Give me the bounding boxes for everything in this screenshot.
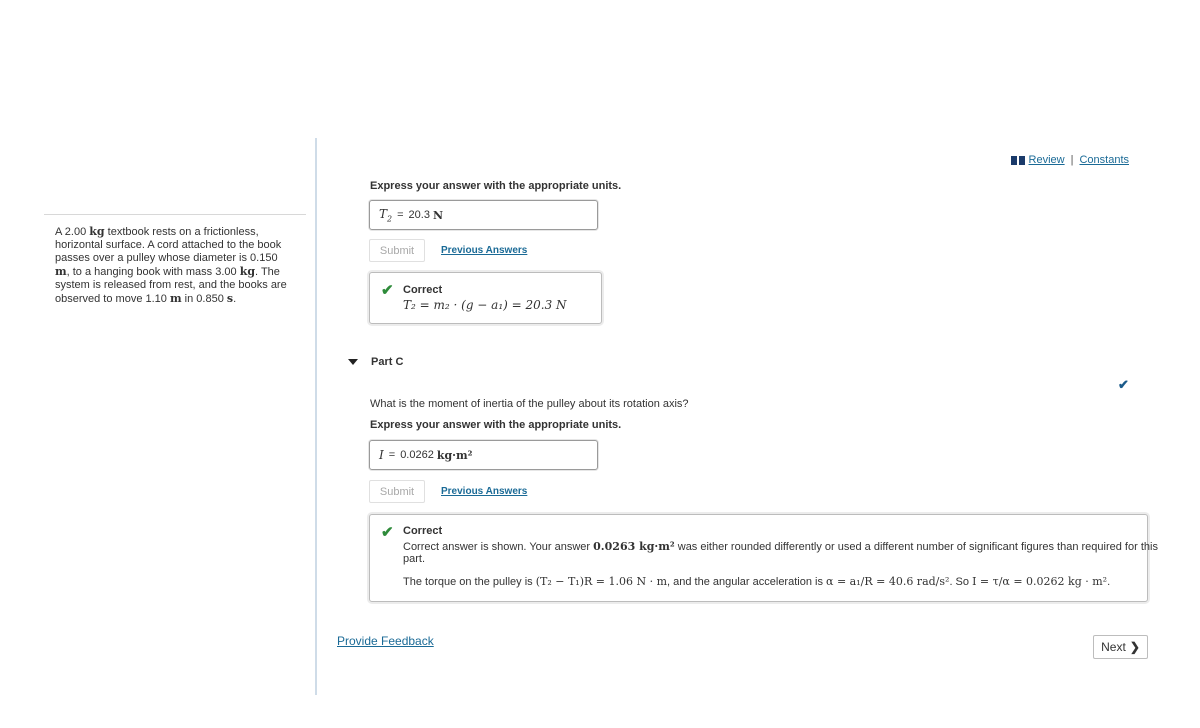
part-b-previous-answers-link[interactable]: Previous Answers: [441, 245, 528, 256]
feedback-line-3: The torque on the pulley is (T₂ − T₁)R = 1.06 N · m, and the angular acceleration is α = a₁/R = 40.6 rad/s². So I = τ/α = 0.0262 kg · m².: [403, 575, 1111, 588]
equals-sign: =: [397, 209, 404, 221]
part-c-previous-answers-link[interactable]: Previous Answers: [441, 486, 528, 497]
check-icon: ✔: [381, 524, 394, 541]
part-c-label[interactable]: Part C: [371, 356, 404, 368]
next-label: Next: [1101, 640, 1126, 654]
top-links: [1011, 154, 1129, 166]
equals-sign: =: [388, 449, 396, 461]
answer-value: 0.0262: [400, 449, 434, 461]
part-b-submit-button[interactable]: Submit: [369, 239, 425, 262]
chevron-right-icon: ❯: [1129, 640, 1140, 654]
caret-down-icon[interactable]: [348, 359, 358, 365]
part-c-question: What is the moment of inertia of the pulley about its rotation axis?: [370, 398, 689, 410]
panel-divider: [315, 138, 317, 695]
next-button[interactable]: [1093, 635, 1148, 659]
answer-unit: N: [432, 208, 444, 222]
feedback-title: Correct: [403, 525, 443, 537]
part-c-instruction: Express your answer with the appropriate units.: [370, 419, 622, 431]
feedback-line-1: Correct answer is shown. Your answer 0.0263 kg·m² was either rounded differently or used a different number of significant figures than required for this: [403, 540, 1158, 553]
part-c-feedback-box: [369, 514, 1158, 602]
answer-variable: $T_2$: [379, 206, 393, 224]
part-b-answer-field[interactable]: [369, 200, 598, 230]
provide-feedback-link[interactable]: Provide Feedback: [337, 634, 434, 648]
feedback-title: Correct: [403, 284, 443, 296]
part-c-answer-field[interactable]: [369, 440, 598, 470]
problem-divider: [44, 214, 306, 215]
check-icon: ✔: [1118, 377, 1129, 392]
link-separator: |: [1070, 154, 1074, 166]
part-b-instruction: Express your answer with the appropriate units.: [370, 180, 622, 192]
feedback-formula: T₂ = m₂ · (g − a₁) = 20.3 N: [403, 298, 567, 312]
book-icon[interactable]: [1011, 156, 1025, 165]
constants-link[interactable]: Constants: [1079, 154, 1129, 166]
answer-variable: I: [379, 448, 384, 462]
review-link[interactable]: Review: [1028, 154, 1065, 166]
answer-value: 20.3: [408, 209, 430, 221]
part-c-submit-button[interactable]: Submit: [369, 480, 425, 503]
check-icon: ✔: [381, 282, 394, 299]
answer-unit: kg·m²: [436, 448, 473, 462]
feedback-line-2: part.: [403, 553, 426, 565]
part-b-feedback-box: [369, 272, 602, 324]
problem-statement: A 2.00 kg textbook rests on a frictionless, horizontal surface. A cord attached to the book passes over a pulley whose diameter is 0.150 m, to a hanging book with mass 3.00 kg. The system is released from rest, and the books are observed to move 1.10 m in 0.850 s.: [55, 225, 287, 305]
